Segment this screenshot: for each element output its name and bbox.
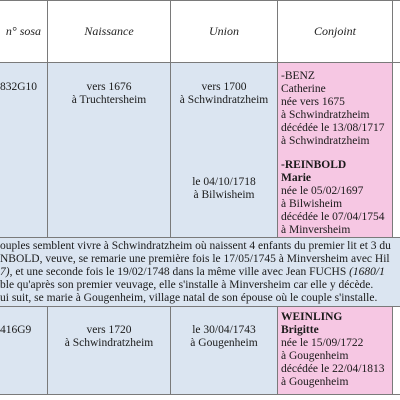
note-line-5: ui suit, se marie à Gougenheim, village natal de son épouse où le couple s'installe. [0,292,378,304]
rule-bottom [0,394,400,395]
row1-naissance-cell [47,63,170,237]
row1-sosa: 832G10 [0,81,38,93]
row1-union-cell [170,63,277,237]
row1-naissance-place: à Truchtersheim [71,94,147,106]
row1-spouse2-line2: à Bilwisheim [281,198,343,210]
row1-spouse2-first: Marie [281,172,312,184]
row1-spouse1-line4: à Schwindratzheim [281,135,370,147]
row1-spouse1-line2: à Schwindratzheim [281,109,370,121]
note-line-3-date-b: (1680/1 [349,266,385,278]
row2-naissance-cell [47,307,170,394]
row1-union2-date: le 04/10/1718 [192,176,256,188]
row1-naissance-date: vers 1676 [86,81,132,93]
row2-spouse-line3: décédée le 22/04/1813 [281,363,385,375]
row2-spouse-line1: née le 15/09/1722 [281,337,364,349]
row1-union1-place: à Schwindratzheim [179,94,269,106]
header-sosa: n° sosa [5,23,42,38]
row1-spouse2-name: -REINBOLD [281,159,347,171]
note-line-3-text: , et une seconde fois le 19/02/1748 dans la même ville avec Jean FUCHS [9,266,350,278]
row2-union-date: le 30/04/1743 [192,324,256,336]
note-line-3-date-a: 7) [0,266,10,278]
header-extra [392,0,400,62]
row2-naissance-place: à Schwindratzheim [64,337,154,349]
row1-spouse2-line1: née le 05/02/1697 [281,185,364,197]
row2-spouse-line2: à Gougenheim [281,350,349,362]
row1-sosa-cell [0,63,47,237]
row2-sosa: 416G9 [0,324,32,336]
row2-union-cell [170,307,277,394]
row2-union-place: à Gougenheim [190,337,258,349]
note-line-3 [0,266,385,279]
note-band [0,238,400,306]
header-union: Union [170,0,277,62]
note-line-4: ble qu'après son premier veuvage, elle s'installe à Minversheim car elle y décède. [0,279,374,291]
note-line-2: NBOLD, veuve, se remarie une première fois le 17/05/1745 à Minversheim avec Hil [0,253,390,265]
row1-spouse1-line1: née vers 1675 [281,96,345,108]
row1-extra-cell [392,63,400,237]
row2-conjoint-cell [277,307,392,394]
row2-spouse-line4: à Gougenheim [281,376,349,388]
row1-spouse2-line4: à Minversheim [281,224,351,236]
row1-spouse2-line3: décédée le 07/04/1754 [281,211,385,223]
row1-spouse1-first: Catherine [281,83,326,95]
row1-union1-date: vers 1700 [201,81,247,93]
row2-naissance-date: vers 1720 [86,324,132,336]
header-conjoint: Conjoint [277,0,392,62]
row1-spouse1-line3: décédée le 13/08/1717 [281,122,385,134]
rule-top [0,0,400,1]
row2-extra-cell [392,307,400,394]
row1-conjoint-cell [277,63,392,237]
row1-union2-place: à Bilwisheim [193,189,255,201]
header-naissance: Naissance [47,0,170,62]
row2-sosa-cell [0,307,47,394]
row1-spouse1-name: -BENZ [281,70,315,82]
row2-spouse-name: WEINLING [281,311,343,323]
row2-spouse-first: Brigitte [281,324,319,336]
note-line-1: ouples semblent vivre à Schwindratzheim où naissent 4 enfants du premier lit et 3 du [0,240,391,252]
